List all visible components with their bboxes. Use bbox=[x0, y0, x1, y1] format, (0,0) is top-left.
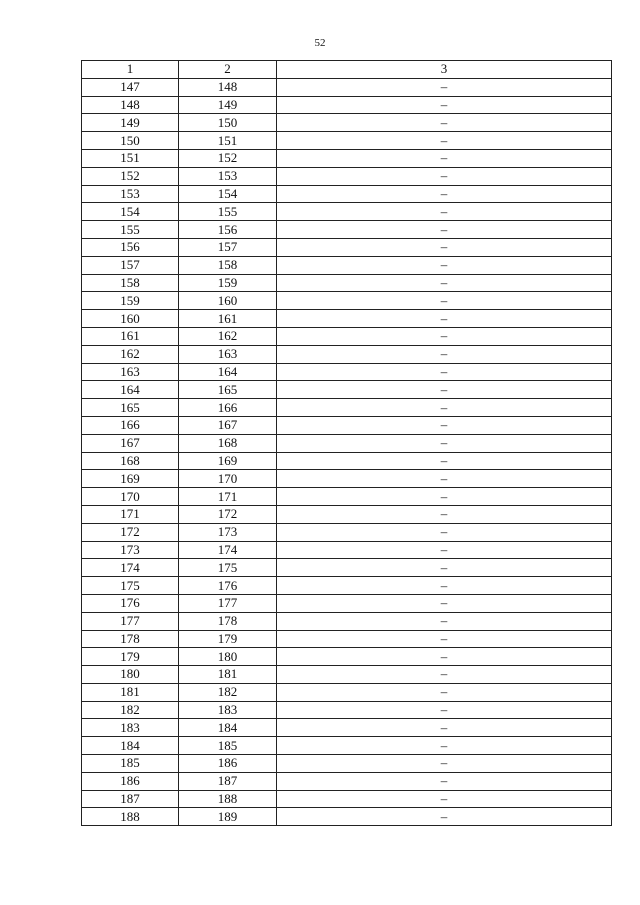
table-cell: – bbox=[277, 345, 612, 363]
table-row bbox=[82, 594, 612, 612]
table-cell: – bbox=[277, 790, 612, 808]
table-cell: – bbox=[277, 648, 612, 666]
table-cell: – bbox=[277, 416, 612, 434]
table-cell: 169 bbox=[179, 452, 277, 470]
table-cell: 170 bbox=[82, 488, 179, 506]
table-row bbox=[82, 78, 612, 96]
table-cell: – bbox=[277, 577, 612, 595]
table-cell: – bbox=[277, 666, 612, 684]
table-row bbox=[82, 488, 612, 506]
table-cell: 187 bbox=[82, 790, 179, 808]
table-row bbox=[82, 630, 612, 648]
table-cell: – bbox=[277, 310, 612, 328]
table-cell: – bbox=[277, 505, 612, 523]
table-cell: – bbox=[277, 78, 612, 96]
table-cell: 153 bbox=[82, 185, 179, 203]
table-cell: – bbox=[277, 221, 612, 239]
table-cell: – bbox=[277, 185, 612, 203]
table-cell: 166 bbox=[82, 416, 179, 434]
table-header-row bbox=[82, 61, 612, 79]
table-cell: 156 bbox=[82, 238, 179, 256]
table-cell: – bbox=[277, 630, 612, 648]
table-row bbox=[82, 808, 612, 826]
table-cell: 163 bbox=[82, 363, 179, 381]
table-cell: – bbox=[277, 274, 612, 292]
table-cell: – bbox=[277, 772, 612, 790]
table-row bbox=[82, 185, 612, 203]
table-row bbox=[82, 238, 612, 256]
table-cell: 151 bbox=[179, 132, 277, 150]
table-cell: 162 bbox=[82, 345, 179, 363]
table-cell: 183 bbox=[179, 701, 277, 719]
table-row bbox=[82, 577, 612, 595]
table-cell: 162 bbox=[179, 327, 277, 345]
table-cell: 148 bbox=[82, 96, 179, 114]
table-cell: 158 bbox=[179, 256, 277, 274]
table-cell: – bbox=[277, 203, 612, 221]
table-cell: 148 bbox=[179, 78, 277, 96]
table-row bbox=[82, 683, 612, 701]
table-row bbox=[82, 381, 612, 399]
table-cell: 161 bbox=[82, 327, 179, 345]
table-cell: 164 bbox=[82, 381, 179, 399]
table-cell: 178 bbox=[179, 612, 277, 630]
table-cell: 179 bbox=[179, 630, 277, 648]
table-cell: 150 bbox=[179, 114, 277, 132]
table-cell: 182 bbox=[82, 701, 179, 719]
table-cell: 157 bbox=[82, 256, 179, 274]
table-cell: 180 bbox=[82, 666, 179, 684]
table-cell: 174 bbox=[179, 541, 277, 559]
table-cell: 181 bbox=[82, 683, 179, 701]
table-cell: 157 bbox=[179, 238, 277, 256]
table-cell: 179 bbox=[82, 648, 179, 666]
table-cell: 174 bbox=[82, 559, 179, 577]
table-cell: 158 bbox=[82, 274, 179, 292]
table-row bbox=[82, 149, 612, 167]
table-cell: – bbox=[277, 399, 612, 417]
table-row bbox=[82, 416, 612, 434]
column-header: 1 bbox=[82, 61, 179, 79]
table-cell: 182 bbox=[179, 683, 277, 701]
table-cell: 188 bbox=[179, 790, 277, 808]
table-row bbox=[82, 292, 612, 310]
table-cell: 156 bbox=[179, 221, 277, 239]
table-cell: 159 bbox=[82, 292, 179, 310]
table-row bbox=[82, 772, 612, 790]
table-cell: – bbox=[277, 114, 612, 132]
table-cell: 155 bbox=[82, 221, 179, 239]
table-cell: 159 bbox=[179, 274, 277, 292]
table-cell: 168 bbox=[179, 434, 277, 452]
table-cell: 185 bbox=[179, 737, 277, 755]
table-cell: 149 bbox=[82, 114, 179, 132]
table-cell: 176 bbox=[82, 594, 179, 612]
table-cell: 154 bbox=[179, 185, 277, 203]
table-row bbox=[82, 523, 612, 541]
table-row bbox=[82, 701, 612, 719]
table-cell: – bbox=[277, 594, 612, 612]
table-cell: 152 bbox=[82, 167, 179, 185]
table-cell: – bbox=[277, 719, 612, 737]
table-cell: 160 bbox=[179, 292, 277, 310]
table-cell: 161 bbox=[179, 310, 277, 328]
table-cell: 172 bbox=[179, 505, 277, 523]
table-cell: 186 bbox=[179, 755, 277, 773]
table-cell: 171 bbox=[82, 505, 179, 523]
table-cell: – bbox=[277, 238, 612, 256]
table-row bbox=[82, 345, 612, 363]
table-cell: – bbox=[277, 381, 612, 399]
table-cell: 173 bbox=[82, 541, 179, 559]
table-row bbox=[82, 559, 612, 577]
table-row bbox=[82, 505, 612, 523]
table-cell: – bbox=[277, 434, 612, 452]
page-number: 52 bbox=[314, 37, 326, 49]
table-cell: 164 bbox=[179, 363, 277, 381]
table-row bbox=[82, 612, 612, 630]
table-row bbox=[82, 399, 612, 417]
table-row bbox=[82, 470, 612, 488]
table-cell: 149 bbox=[179, 96, 277, 114]
table-cell: – bbox=[277, 701, 612, 719]
table-row bbox=[82, 790, 612, 808]
table-cell: 147 bbox=[82, 78, 179, 96]
table-row bbox=[82, 541, 612, 559]
table-row bbox=[82, 452, 612, 470]
table-cell: 152 bbox=[179, 149, 277, 167]
table-cell: – bbox=[277, 683, 612, 701]
table-cell: 175 bbox=[82, 577, 179, 595]
table-cell: – bbox=[277, 737, 612, 755]
table-cell: 154 bbox=[82, 203, 179, 221]
table-row bbox=[82, 648, 612, 666]
table-cell: 184 bbox=[179, 719, 277, 737]
table-cell: – bbox=[277, 256, 612, 274]
table-row bbox=[82, 737, 612, 755]
table-cell: 168 bbox=[82, 452, 179, 470]
table-cell: 160 bbox=[82, 310, 179, 328]
table-row bbox=[82, 96, 612, 114]
table-row bbox=[82, 167, 612, 185]
table-cell: – bbox=[277, 612, 612, 630]
table-cell: – bbox=[277, 541, 612, 559]
table-cell: 188 bbox=[82, 808, 179, 826]
table-row bbox=[82, 666, 612, 684]
table-cell: 151 bbox=[82, 149, 179, 167]
table-cell: 172 bbox=[82, 523, 179, 541]
table-cell: 181 bbox=[179, 666, 277, 684]
table-cell: 167 bbox=[179, 416, 277, 434]
table-row bbox=[82, 274, 612, 292]
table-cell: – bbox=[277, 149, 612, 167]
table-cell: – bbox=[277, 132, 612, 150]
table-row bbox=[82, 221, 612, 239]
table-cell: 186 bbox=[82, 772, 179, 790]
table-cell: – bbox=[277, 470, 612, 488]
table-cell: – bbox=[277, 808, 612, 826]
table-cell: 189 bbox=[179, 808, 277, 826]
table-cell: – bbox=[277, 488, 612, 506]
table-cell: 153 bbox=[179, 167, 277, 185]
table-cell: 187 bbox=[179, 772, 277, 790]
column-header: 3 bbox=[277, 61, 612, 79]
table-cell: – bbox=[277, 559, 612, 577]
table-row bbox=[82, 719, 612, 737]
table-row bbox=[82, 327, 612, 345]
table-cell: 185 bbox=[82, 755, 179, 773]
table-row bbox=[82, 256, 612, 274]
table-cell: 176 bbox=[179, 577, 277, 595]
table-cell: 177 bbox=[82, 612, 179, 630]
table-cell: 167 bbox=[82, 434, 179, 452]
table-cell: 166 bbox=[179, 399, 277, 417]
table-cell: 150 bbox=[82, 132, 179, 150]
table-cell: 165 bbox=[179, 381, 277, 399]
table-cell: 184 bbox=[82, 737, 179, 755]
data-table bbox=[81, 60, 612, 826]
table-row bbox=[82, 310, 612, 328]
table-cell: 169 bbox=[82, 470, 179, 488]
table-cell: 183 bbox=[82, 719, 179, 737]
table-cell: 173 bbox=[179, 523, 277, 541]
table-cell: 171 bbox=[179, 488, 277, 506]
table-cell: 180 bbox=[179, 648, 277, 666]
table-cell: – bbox=[277, 363, 612, 381]
column-header: 2 bbox=[179, 61, 277, 79]
table-cell: 163 bbox=[179, 345, 277, 363]
table-row bbox=[82, 755, 612, 773]
table-cell: – bbox=[277, 755, 612, 773]
table-row bbox=[82, 363, 612, 381]
table-row bbox=[82, 203, 612, 221]
table-cell: – bbox=[277, 523, 612, 541]
table-cell: – bbox=[277, 292, 612, 310]
table-cell: – bbox=[277, 452, 612, 470]
table-row bbox=[82, 132, 612, 150]
table-body bbox=[82, 61, 612, 826]
table-cell: – bbox=[277, 327, 612, 345]
table-cell: 170 bbox=[179, 470, 277, 488]
table-cell: 175 bbox=[179, 559, 277, 577]
table-row bbox=[82, 114, 612, 132]
table-cell: 177 bbox=[179, 594, 277, 612]
table-cell: 155 bbox=[179, 203, 277, 221]
table-cell: – bbox=[277, 167, 612, 185]
table-cell: – bbox=[277, 96, 612, 114]
table-cell: 178 bbox=[82, 630, 179, 648]
table-cell: 165 bbox=[82, 399, 179, 417]
table-row bbox=[82, 434, 612, 452]
